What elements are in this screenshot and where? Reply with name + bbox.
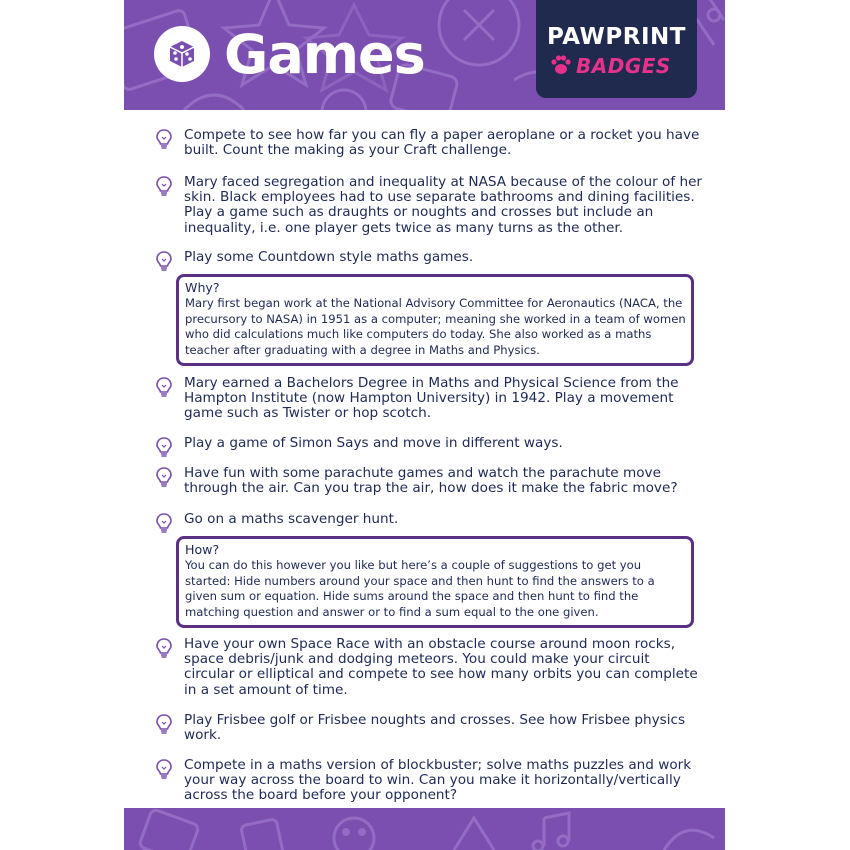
lightbulb-icon <box>154 250 174 272</box>
lightbulb-icon <box>154 713 174 735</box>
lightbulb-icon <box>154 758 174 780</box>
brand-subtitle: BADGES <box>576 54 671 78</box>
item-text: Play Frisbee golf or Frisbee noughts and crosses. See how Frisbee physics work. <box>184 712 686 744</box>
item-text: Play some Countdown style maths games. <box>184 249 474 265</box>
lightbulb-icon <box>154 436 174 458</box>
brand-name: PAWPRINT <box>547 24 686 50</box>
why-box <box>176 274 694 366</box>
footer-decoration <box>124 808 725 850</box>
how-body: You can do this however you like but here’s a couple of suggestions to get you started: Hide numbers around your space and then hunt to find the answers to a given sum or equation. Hide sums around the space and then hunt to find the matching question and answer or to find a sum equal to the one given. <box>185 558 655 620</box>
item-text: Have fun with some parachute games and watch the parachute move through the air. Can you trap the air, how does it make the fabric move? <box>184 465 678 497</box>
footer-banner <box>124 808 725 850</box>
how-heading: How? <box>185 542 220 557</box>
lightbulb-icon <box>154 466 174 488</box>
item-text: Go on a maths scavenger hunt. <box>184 511 399 527</box>
item-text: Mary faced segregation and inequality at NASA because of the colour of her skin. Black employees had to use separate bathrooms and dining facilities. Play a game such as draughts or noughts and crosses but include an inequality, i.e. one player gets twice as many turns as the other. <box>184 174 703 236</box>
header-banner <box>124 0 725 110</box>
why-body: Mary first began work at the National Advisory Committee for Aeronautics (NACA, the precursory to NASA) in 1951 as a computer; meaning she worked in a team of women who did calculations much like computers do today. She also worked as a maths teacher after graduating with a degree in Maths and Physics. <box>185 296 686 358</box>
lightbulb-icon <box>154 637 174 659</box>
activity-sheet <box>124 0 725 850</box>
how-box <box>176 536 694 628</box>
item-text: Have your own Space Race with an obstacle course around moon rocks, space debris/junk and dodging meteors. You could make your circuit circular or elliptical and compete to see how many orbits you can complete in a set amount of time. <box>184 636 698 698</box>
lightbulb-icon <box>154 175 174 197</box>
dice-icon <box>166 38 198 70</box>
item-text: Mary earned a Bachelors Degree in Maths and Physical Science from the Hampton Institute (now Hampton University) in 1942. Play a movement game such as Twister or hop scotch. <box>184 375 679 422</box>
page-title: Games <box>224 23 425 86</box>
item-text: Compete in a maths version of blockbuster; solve maths puzzles and work your way across the board to win. Can you make it horizontally/vertically across the board before your opponent? <box>184 757 692 804</box>
dice-icon-badge <box>154 26 210 82</box>
brand-logo <box>536 0 697 98</box>
lightbulb-icon <box>154 376 174 398</box>
lightbulb-icon <box>154 128 174 150</box>
paw-icon <box>550 55 572 75</box>
lightbulb-icon <box>154 512 174 534</box>
why-heading: Why? <box>185 280 220 295</box>
item-text: Compete to see how far you can fly a paper aeroplane or a rocket you have built. Count the making as your Craft challenge. <box>184 127 700 159</box>
item-text: Play a game of Simon Says and move in different ways. <box>184 435 563 451</box>
